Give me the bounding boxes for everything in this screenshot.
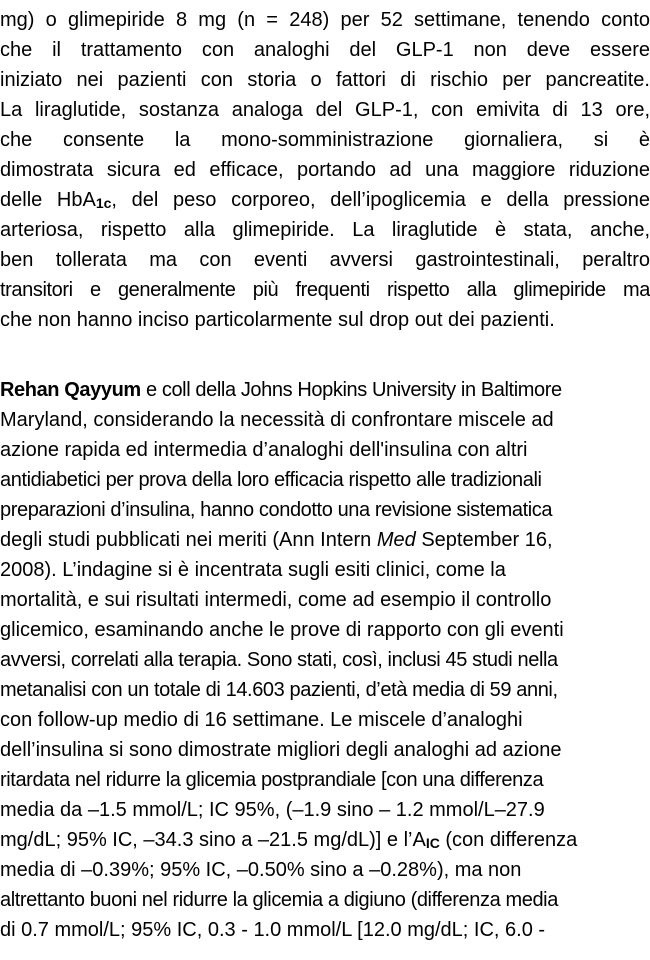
paragraph-2-line-8: mortalità, e sui risultati intermedi, come ad esempio il controllo: [0, 589, 552, 611]
citation-prefix: degli studi pubblicati nei meriti (Ann Intern: [0, 529, 377, 551]
paragraph-2-line-4: antidiabetici per prova della loro efficacia rispetto alle tradizionali: [0, 469, 542, 491]
paragraph-1-line-5: che consente la mono-somministrazione giornaliera, si è: [0, 129, 650, 151]
paragraph-2-line-7: 2008). L’indagine si è incentrata sugli esiti clinici, come la: [0, 559, 506, 581]
paragraph-1-line-8: arteriosa, rispetto alla glimepiride. La liraglutide è stata, anche,: [0, 219, 650, 241]
paragraph-1-line-7-rest: , del peso corporeo, dell’ipoglicemia e della pressione: [111, 189, 650, 211]
hba1c-subscript: 1c: [95, 195, 112, 211]
paragraph-2-line-1-rest: e coll della Johns Hopkins University in Baltimore: [140, 379, 562, 401]
paragraph-2-line-2: Maryland, considerando la necessità di confrontare miscele ad: [0, 409, 554, 431]
a1c-prefix: mg/dL; 95% IC, –34.3 sino a –21.5 mg/dL)] e l’A: [0, 829, 426, 851]
paragraph-1-line-2: che il trattamento con analoghi del GLP-1 non deve essere: [0, 39, 650, 61]
paragraph-2-line-9: glicemico, esaminando anche le prove di rapporto con gli eventi: [0, 619, 564, 641]
paragraph-1-line-9: ben tollerata ma con eventi avversi gastrointestinali, peraltro: [0, 249, 650, 271]
paragraph-1-line-10: transitori e generalmente più frequenti rispetto alla glimepiride ma: [0, 279, 650, 301]
paragraph-1-line-6: dimostrata sicura ed efficace, portando ad una maggiore riduzione: [0, 159, 650, 181]
paragraph-2-line-10: avversi, correlati alla terapia. Sono stati, così, inclusi 45 studi nella: [0, 649, 558, 671]
paragraph-2-line-13: dell’insulina si sono dimostrate migliori degli analoghi ad azione: [0, 739, 562, 761]
paragraph-2-line-15: media da –1.5 mmol/L; IC 95%, (–1.9 sino – 1.2 mmol/L–27.9: [0, 799, 545, 821]
paragraph-2-line-6: [0, 525, 650, 555]
citation-journal-italic: Med: [376, 529, 416, 551]
hba1c-prefix: delle HbA: [0, 189, 96, 211]
a1c-subscript: IC: [425, 835, 440, 851]
citation-date: September 16,: [415, 529, 553, 551]
paragraph-1-line-4: La liraglutide, sostanza analoga del GLP-1, con emivita di 13 ore,: [0, 99, 650, 121]
paragraph-1-line-11: che non hanno inciso particolarmente sul drop out dei pazienti.: [0, 309, 555, 331]
paragraph-2-line-5: preparazioni d’insulina, hanno condotto una revisione sistematica: [0, 499, 553, 521]
paragraph-2-line-16-rest: (con differenza: [439, 829, 578, 851]
paragraph-2-line-18: altrettanto buoni nel ridurre la glicemia a digiuno (differenza media: [0, 889, 558, 911]
paragraph-2-line-12: con follow-up medio di 16 settimane. Le miscele d’analoghi: [0, 709, 523, 731]
paragraph-1-line-7: [0, 185, 650, 215]
paragraph-1-line-1: mg) o glimepiride 8 mg (n = 248) per 52 settimane, tenendo conto: [0, 9, 650, 31]
paragraph-2-line-3: azione rapida ed intermedia d’analoghi dell'insulina con altri: [0, 439, 528, 461]
paragraph-2-line-11: metanalisi con un totale di 14.603 pazienti, d’età media di 59 anni,: [0, 679, 558, 701]
author-name: Rehan Qayyum: [0, 379, 141, 401]
paragraph-2-line-16: [0, 825, 650, 855]
paragraph-2-line-14: ritardata nel ridurre la glicemia postprandiale [con una differenza: [0, 769, 544, 791]
paragraph-2-line-17: media di –0.39%; 95% IC, –0.50% sino a –0.28%), ma non: [0, 859, 522, 881]
paragraph-2-line-19: di 0.7 mmol/L; 95% IC, 0.3 - 1.0 mmol/L [12.0 mg/dL; IC, 6.0 -: [0, 919, 546, 941]
paragraph-2-line-1: [0, 375, 650, 405]
paragraph-1-line-3: iniziato nei pazienti con storia o fattori di rischio per pancreatite.: [0, 69, 650, 91]
